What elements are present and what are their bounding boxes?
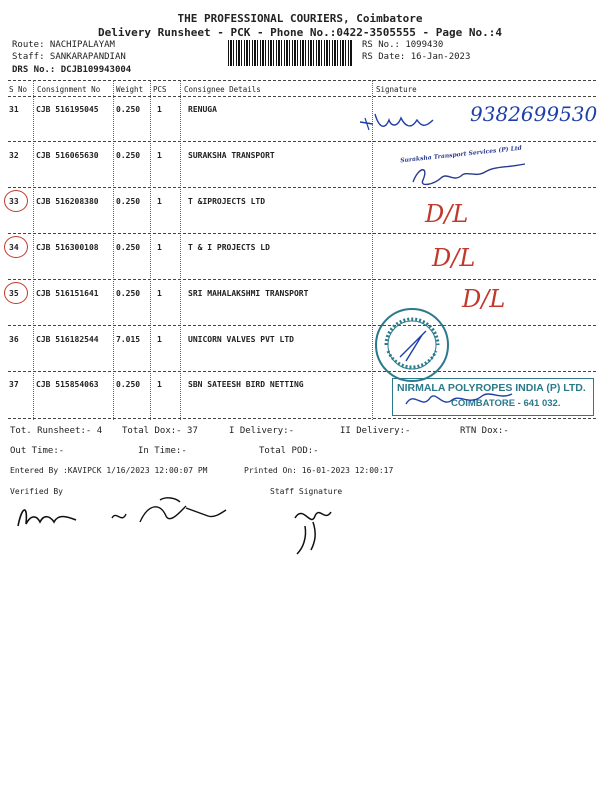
red-circle-mark <box>4 236 28 258</box>
header-top-divider <box>8 80 596 81</box>
row-weight: 7.015 <box>116 335 141 344</box>
col-consignee: Consignee Details <box>184 85 261 94</box>
drs-number: DRS No.: DCJB109943004 <box>12 65 132 75</box>
row-divider <box>8 141 596 142</box>
row-consignee: SRI MAHALAKSHMI TRANSPORT <box>188 289 309 298</box>
route-label: Route: NACHIPALAYAM <box>12 40 115 50</box>
col-signature: Signature <box>376 85 417 94</box>
total-pod: Total POD:- <box>259 446 319 456</box>
row-consignment: CJB 515854063 <box>36 380 99 389</box>
row-sno: 36 <box>9 335 19 344</box>
row-consignee: T & I PROJECTS LD <box>188 243 270 252</box>
suraksha-stamp: Suraksha Transport Services (P) Ltd <box>399 144 523 165</box>
row-divider <box>8 418 596 419</box>
row-consignment: CJB 516065630 <box>36 151 99 160</box>
round-company-seal <box>372 305 452 385</box>
row-sno: 35 <box>9 289 19 298</box>
row-weight: 0.250 <box>116 105 141 114</box>
row-weight: 0.250 <box>116 243 141 252</box>
row-pcs: 1 <box>157 289 162 298</box>
handwritten-dl: D/L <box>462 285 506 313</box>
staff-signature <box>285 498 345 558</box>
row-pcs: 1 <box>157 243 162 252</box>
row-consignment: CJB 516182544 <box>36 335 99 344</box>
handwritten-dl: D/L <box>432 244 476 272</box>
row-sno: 34 <box>9 243 19 252</box>
row-weight: 0.250 <box>116 380 141 389</box>
row-consignee: RENUGA <box>188 105 217 114</box>
row-sno: 37 <box>9 380 19 389</box>
signature-unicorn <box>400 386 520 414</box>
handwritten-phone: 9382699530 <box>470 102 598 126</box>
printed-on: Printed On: 16-01-2023 12:00:17 <box>244 466 394 475</box>
row-pcs: 1 <box>157 335 162 344</box>
header-bottom-divider <box>8 96 596 97</box>
row-weight: 0.250 <box>116 151 141 160</box>
rs-number: RS No.: 1099430 <box>362 40 444 50</box>
row-consignment: CJB 516208380 <box>36 197 99 206</box>
ii-delivery: II Delivery:- <box>340 426 411 436</box>
col-sno: S No <box>9 85 28 94</box>
company-title: THE PROFESSIONAL COURIERS, Coimbatore <box>177 12 423 25</box>
row-sno: 32 <box>9 151 19 160</box>
verifier-signatures <box>10 496 250 536</box>
col-divider <box>33 80 34 420</box>
col-weight: Weight <box>116 85 144 94</box>
tot-runsheet: Tot. Runsheet:- 4 <box>10 426 103 436</box>
row-pcs: 1 <box>157 105 162 114</box>
stamp-city: COIMBATORE - 641 032. <box>451 398 561 409</box>
in-time: In Time:- <box>138 446 187 456</box>
entered-by: Entered By :KAVIPCK 1/16/2023 12:00:07 PM <box>10 466 208 475</box>
signature-renuga <box>355 108 440 138</box>
i-delivery: I Delivery:- <box>229 426 295 436</box>
col-divider <box>113 80 114 420</box>
verified-by-label: Verified By <box>10 487 63 496</box>
rtn-dox: RTN Dox:- <box>460 426 509 436</box>
signature-suraksha <box>405 160 535 190</box>
row-divider <box>8 233 596 234</box>
handwritten-dl: D/L <box>425 200 469 228</box>
row-consignee: T &IPROJECTS LTD <box>188 197 266 206</box>
staff-label: Staff: SANKARAPANDIAN <box>12 52 126 62</box>
total-dox: Total Dox:- 37 <box>122 426 198 436</box>
row-consignee: SURAKSHA TRANSPORT <box>188 151 275 160</box>
rs-date: RS Date: 16-Jan-2023 <box>362 52 471 62</box>
row-sno: 31 <box>9 105 19 114</box>
row-divider <box>8 325 596 326</box>
col-consignment: Consignment No <box>37 85 101 94</box>
row-divider <box>8 279 596 280</box>
col-divider <box>150 80 151 420</box>
row-consignment: CJB 516300108 <box>36 243 99 252</box>
red-circle-mark <box>4 282 28 304</box>
row-consignee: SBN SATEESH BIRD NETTING <box>188 380 304 389</box>
row-weight: 0.250 <box>116 197 141 206</box>
stamp-company-name: NIRMALA POLYROPES INDIA (P) LTD. <box>397 382 586 394</box>
red-circle-mark <box>4 190 28 212</box>
row-consignment: CJB 516151641 <box>36 289 99 298</box>
out-time: Out Time:- <box>10 446 65 456</box>
staff-signature-label: Staff Signature <box>270 487 343 496</box>
runsheet-subtitle: Delivery Runsheet - PCK - Phone No.:0422-3505555 - Page No.:4 <box>98 26 502 39</box>
row-divider <box>8 371 596 372</box>
col-pcs: PCS <box>153 85 167 94</box>
row-pcs: 1 <box>157 151 162 160</box>
row-pcs: 1 <box>157 380 162 389</box>
row-pcs: 1 <box>157 197 162 206</box>
row-consignment: CJB 516195045 <box>36 105 99 114</box>
row-weight: 0.250 <box>116 289 141 298</box>
row-sno: 33 <box>9 197 19 206</box>
col-divider <box>180 80 181 420</box>
row-consignee: UNICORN VALVES PVT LTD <box>188 335 294 344</box>
barcode <box>228 40 352 66</box>
